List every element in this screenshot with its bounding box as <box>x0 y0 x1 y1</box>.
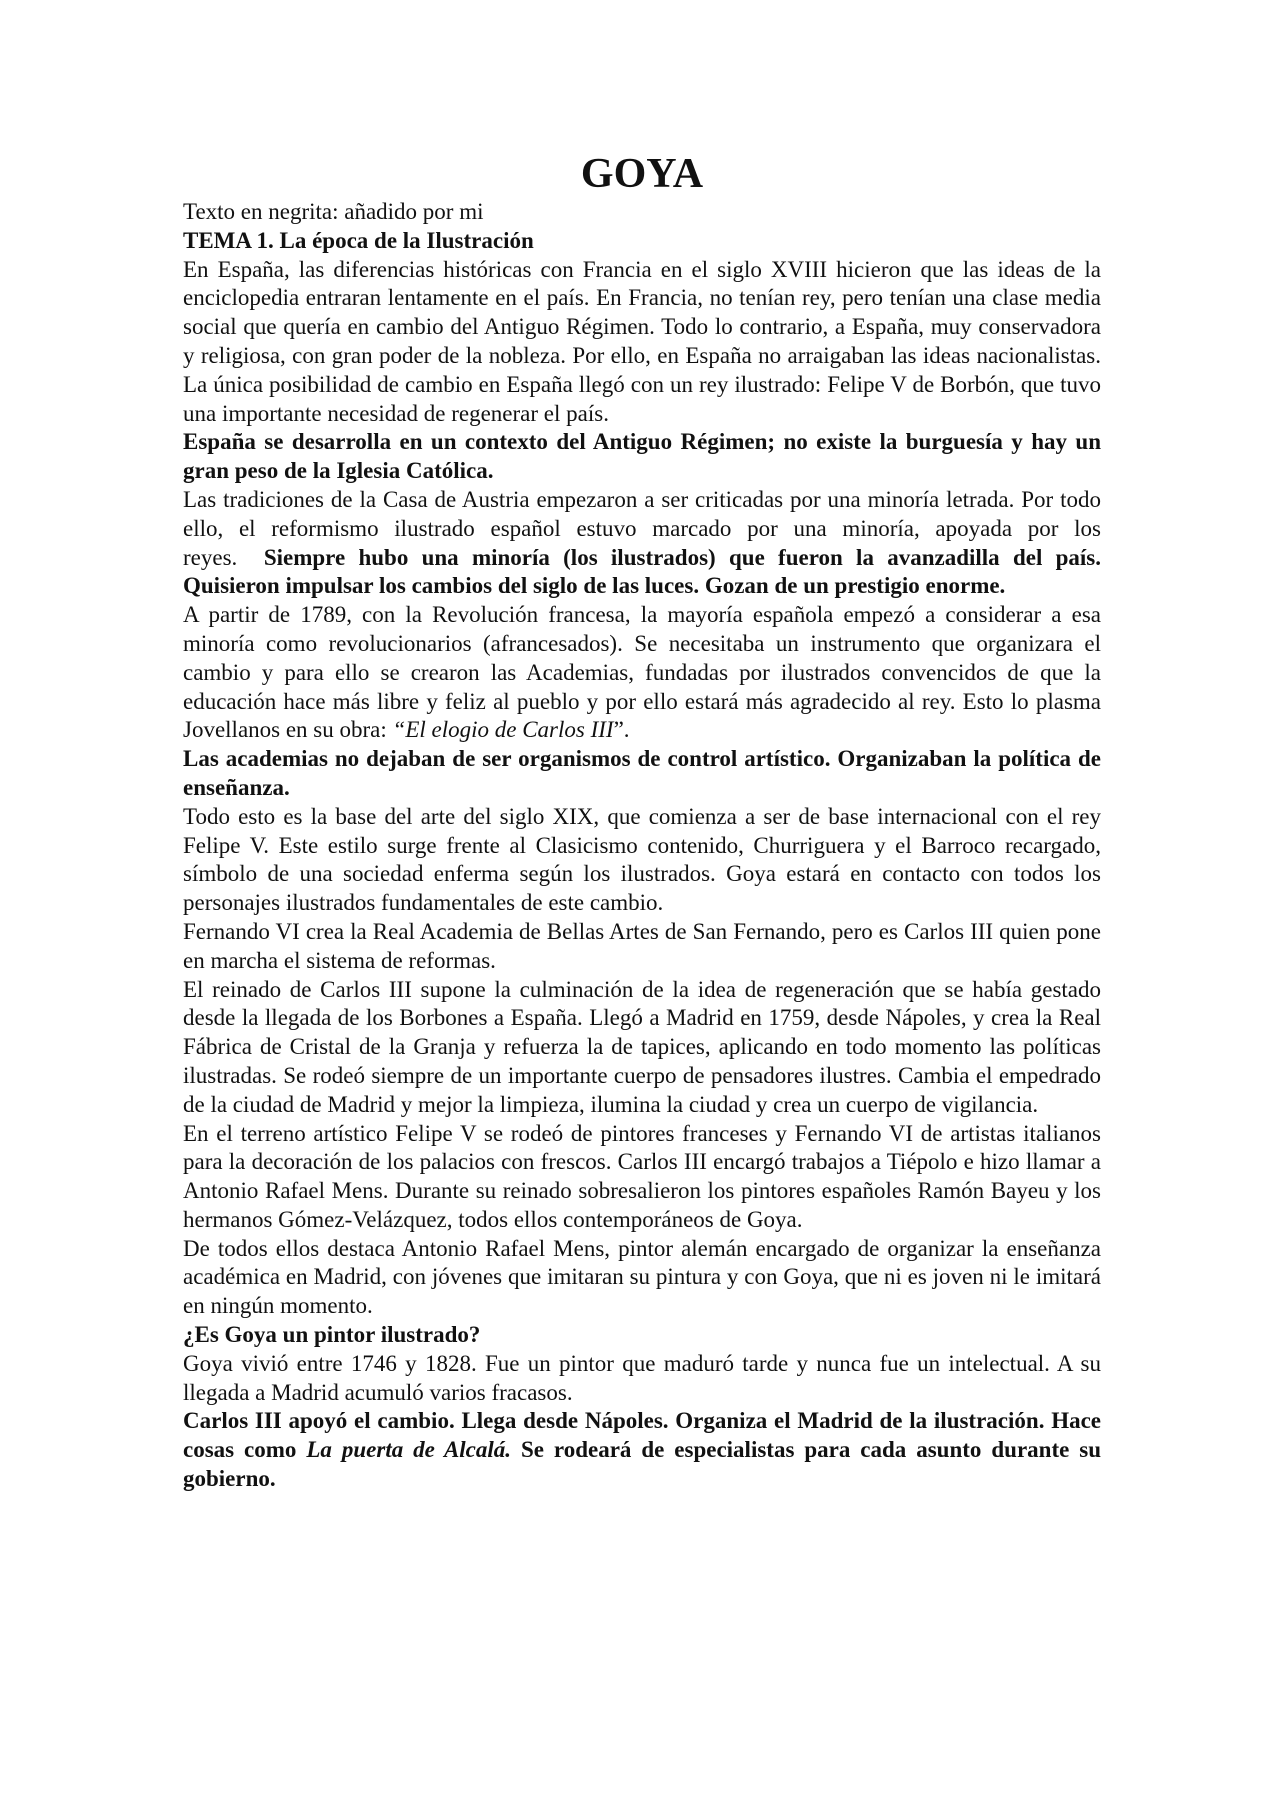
paragraph-3 <box>183 601 1101 745</box>
bold-paragraph-3 <box>183 1407 1101 1493</box>
document-page <box>183 148 1101 1494</box>
bold-paragraph-3-end: Se rodeará de especialistas para cada asunto durante su gobierno. <box>183 1437 1101 1492</box>
paragraph-3-italic: El elogio de Carlos III <box>405 717 614 743</box>
section-heading-tema-1: TEMA 1. La época de la Ilustración <box>183 227 534 253</box>
paragraph-6: El reinado de Carlos III supone la culminación de la idea de regeneración que se había gestado desde la llegada de los Borbones a España. Llegó a Madrid en 1759, desde Nápoles, y crea la Real Fábrica de Cristal de la Granja y refuerza la de tapices, aplicando en todo momento las políticas ilustradas. Se rodeó siempre de un importante cuerpo de pensadores ilustres. Cambia el empedrado de la ciudad de Madrid y mejor la limpieza, ilumina la ciudad y crea un cuerpo de vigilancia. <box>183 976 1101 1117</box>
bold-paragraph-1: España se desarrolla en un contexto del Antiguo Régimen; no existe la burguesía y hay un gran peso de la Iglesia Católica. <box>183 429 1101 484</box>
paragraph-2-text: Las tradiciones de la Casa de Austria empezaron a ser criticadas por una minoría letrada. Por todo ello, el reformismo ilustrado español estuvo marcado por una minoría, apoyada por los reyes. <box>183 486 1101 570</box>
document-title: GOYA <box>580 151 704 197</box>
bold-paragraph-3-start: Carlos III apoyó el cambio. Llega desde Nápoles. Organiza el Madrid de la ilustración. Hace cosas como <box>183 1408 1101 1463</box>
paragraph-5: Fernando VI crea la Real Academia de Bellas Artes de San Fernando, pero es Carlos III quien pone en marcha el sistema de reformas. <box>183 918 1101 973</box>
paragraph-2-bold: Siempre hubo una minoría (los ilustrados) que fueron la avanzadilla del país. Quisieron impulsar los cambios del siglo de las luces. Gozan de un prestigio enorme. <box>183 544 1101 599</box>
paragraph-3-close: ”. <box>613 717 630 743</box>
paragraph-3-open-quote: “ <box>392 717 406 743</box>
paragraph-4: Todo esto es la base del arte del siglo XIX, que comienza a ser de base internacional con el rey Felipe V. Este estilo surge frente al Clasicismo contenido, Churriguera y el Barroco recargado, símbolo de una sociedad enferma según los ilustrados. Goya estará en contacto con todos los personajes ilustrados fundamentales de este cambio. <box>183 803 1101 916</box>
section-heading-question: ¿Es Goya un pintor ilustrado? <box>183 1322 481 1348</box>
bold-paragraph-2: Las academias no dejaban de ser organismos de control artístico. Organizaban la política de enseñanza. <box>183 746 1101 800</box>
paragraph-2 <box>183 486 1101 601</box>
bold-note: Texto en negrita: añadido por mi <box>183 199 484 224</box>
paragraph-1: En España, las diferencias históricas con Francia en el siglo XVIII hicieron que las ideas de la enciclopedia entraran lentamente en el país. En Francia, no tenían rey, pero tenían una clase media social que quería en cambio del Antiguo Régimen. Todo lo contrario, a España, muy conservadora y religiosa, con gran poder de la nobleza. Por ello, en España no arraigaban las ideas nacionalistas. La única posibilidad de cambio en España llegó con un rey ilustrado: Felipe V de Borbón, que tuvo una importante necesidad de regenerar el país. <box>183 256 1101 426</box>
bold-paragraph-3-italic: La puerta de Alcalá. <box>306 1437 512 1463</box>
paragraph-3-text: A partir de 1789, con la Revolución francesa, la mayoría española empezó a considerar a esa minoría como revolucionarios (afrancesados). Se necesitaba un instrumento que organizara el cambio y para ello se crearon las Academias, fundadas por ilustrados convencidos de que la educación hace más libre y feliz al pueblo y por ello estará más agradecido al rey. Esto lo plasma Jovellanos en su obra: <box>183 602 1101 743</box>
paragraph-8: De todos ellos destaca Antonio Rafael Mens, pintor alemán encargado de organizar la enseñanza académica en Madrid, con jóvenes que imitaran su pintura y con Goya, que ni es joven ni le imitará en ningún momento. <box>183 1235 1101 1319</box>
paragraph-9: Goya vivió entre 1746 y 1828. Fue un pintor que maduró tarde y nunca fue un intelectual. A su llegada a Madrid acumuló varios fracasos. <box>183 1350 1101 1405</box>
paragraph-7: En el terreno artístico Felipe V se rodeó de pintores franceses y Fernando VI de artistas italianos para la decoración de los palacios con frescos. Carlos III encargó trabajos a Tiépolo e hizo llamar a Antonio Rafael Mens. Durante su reinado sobresalieron los pintores españoles Ramón Bayeu y los hermanos Gómez-Velázquez, todos ellos contemporáneos de Goya. <box>183 1120 1101 1232</box>
